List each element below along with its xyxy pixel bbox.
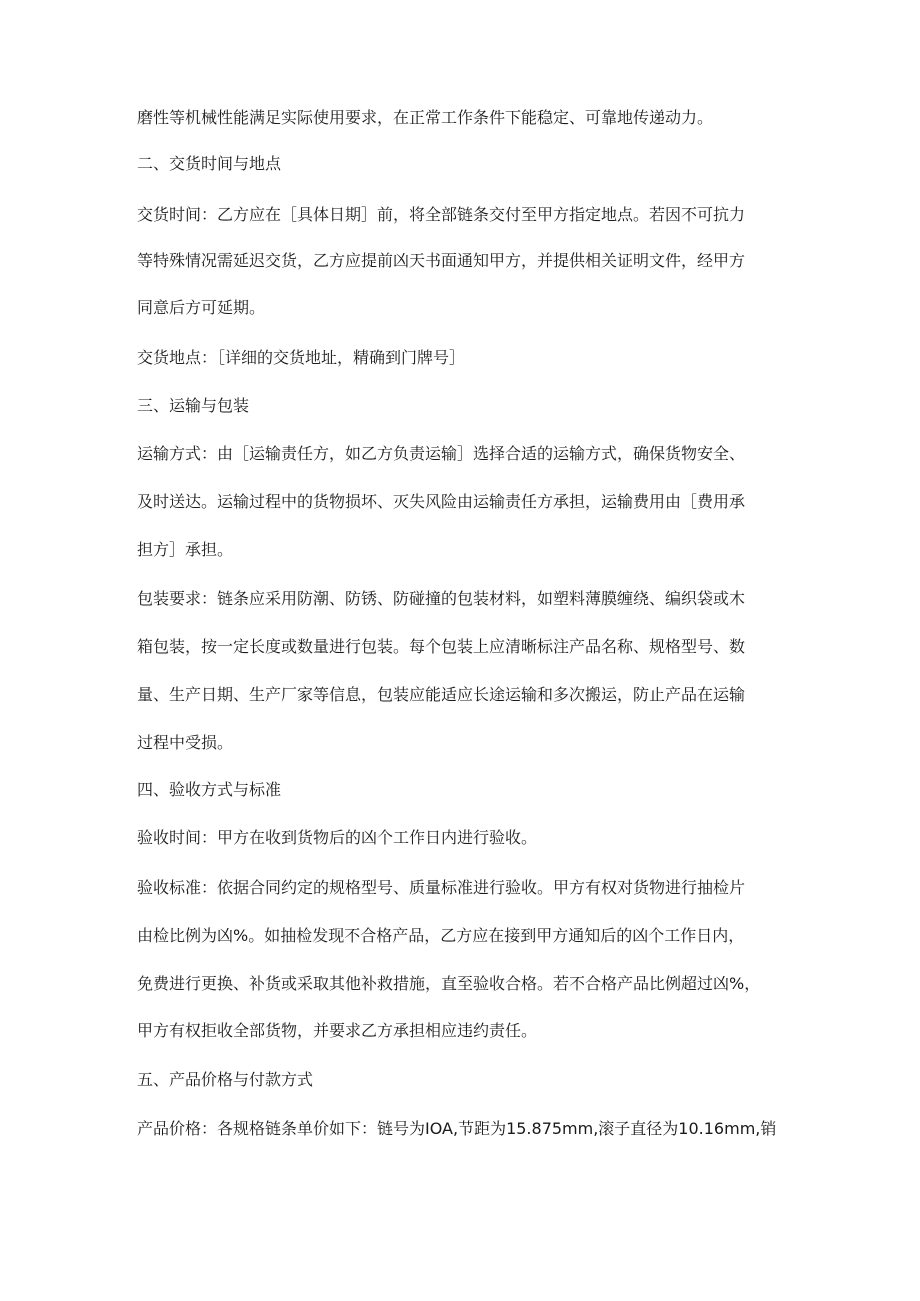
section-heading: 四、验收方式与标准 (137, 780, 282, 799)
paragraph-line: 免费进行更换、补货或采取其他补救措施，直至验收合格。若不合格产品比例超过凶%， (137, 974, 761, 993)
paragraph-line: 担方］承担。 (137, 540, 234, 559)
section-heading: 二、交货时间与地点 (137, 154, 282, 173)
section-heading: 三、运输与包装 (137, 396, 250, 415)
paragraph-line: 验收标准：依据合同约定的规格型号、质量标准进行验收。甲方有权对货物进行抽检片 (137, 878, 746, 897)
paragraph-line: 及时送达。运输过程中的货物损坏、灭失风险由运输责任方承担，运输费用由［费用承 (137, 492, 746, 511)
paragraph-line: 由检比例为凶%。如抽检发现不合格产品，乙方应在接到甲方通知后的凶个工作日内， (137, 926, 745, 945)
paragraph-line: 等特殊情况需延迟交货，乙方应提前凶天书面通知甲方，并提供相关证明文件，经甲方 (137, 251, 746, 270)
paragraph-line: 产品价格：各规格链条单价如下：链号为IOA,节距为15.875mm,滚子直径为10.16mm,销 (137, 1119, 777, 1138)
paragraph-line: 验收时间：甲方在收到货物后的凶个工作日内进行验收。 (137, 828, 538, 847)
paragraph-line: 同意后方可延期。 (137, 298, 266, 317)
paragraph-line: 交货时间：乙方应在［具体日期］前，将全部链条交付至甲方指定地点。若因不可抗力 (137, 205, 746, 224)
paragraph-line: 甲方有权拒收全部货物，并要求乙方承担相应违约责任。 (137, 1021, 538, 1040)
paragraph-line: 过程中受损。 (137, 733, 234, 752)
paragraph-line: 磨性等机械性能满足实际使用要求，在正常工作条件下能稳定、可靠地传递动力。 (137, 108, 714, 127)
paragraph-line: 箱包装，按一定长度或数量进行包装。每个包装上应清晰标注产品名称、规格型号、数 (137, 637, 746, 656)
paragraph-line: 包装要求：链条应采用防潮、防锈、防碰撞的包装材料，如塑料薄膜缠绕、编织袋或木 (137, 589, 746, 608)
paragraph-line: 运输方式：由［运输责任方，如乙方负责运输］选择合适的运输方式，确保货物安全、 (137, 444, 746, 463)
paragraph-line: 交货地点：［详细的交货地址，精确到门牌号］ (137, 348, 466, 367)
section-heading: 五、产品价格与付款方式 (137, 1070, 314, 1089)
paragraph-line: 量、生产日期、生产厂家等信息，包装应能适应长途运输和多次搬运，防止产品在运输 (137, 685, 746, 704)
